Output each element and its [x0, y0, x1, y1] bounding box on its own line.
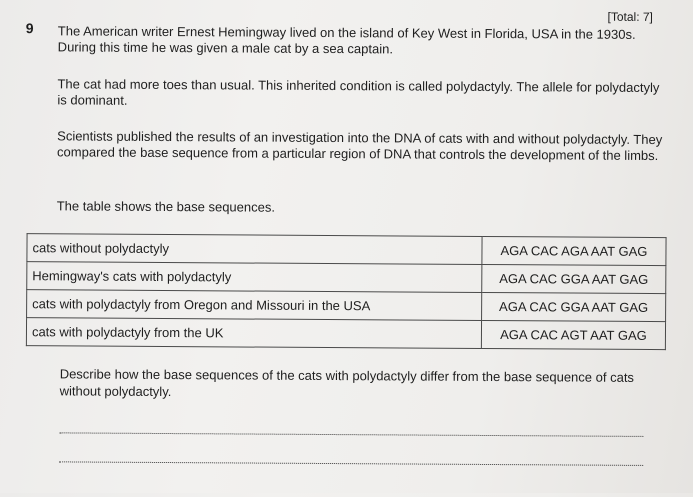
table-row	[27, 234, 666, 266]
paragraph-investigation: Scientists published the results of an investigation into the DNA of cats with and without polydactyly. They compared the base sequence from a particular region of DNA that controls the development of the limbs.	[57, 128, 663, 164]
total-marks: [Total: 7]	[607, 9, 653, 24]
base-sequence: AGA CAC GGA AAT GAG	[482, 264, 666, 293]
question-number: 9	[25, 20, 34, 37]
row-label: cats with polydactyly from the UK	[26, 318, 481, 349]
base-sequence-table	[26, 233, 667, 350]
row-label: cats with polydactyly from Oregon and Missouri in the USA	[27, 290, 482, 321]
base-sequence: AGA CAC AGA AAT GAG	[482, 236, 666, 265]
answer-line[interactable]	[59, 461, 643, 466]
base-sequence: AGA CAC AGT AAT GAG	[481, 320, 665, 349]
question-prompt: Describe how the base sequences of the cats with polydactyly differ from the base sequence of cats without polydactyly.	[59, 366, 635, 400]
table-row	[27, 262, 666, 294]
row-label: cats without polydactyly	[27, 234, 482, 265]
table-row	[26, 318, 665, 350]
row-label: Hemingway's cats with polydactyly	[27, 262, 482, 293]
answer-line[interactable]	[59, 432, 643, 437]
paragraph-hemingway: The American writer Ernest Hemingway lived on the island of Key West in Florida, USA in the 1930s. During this time he was given a male cat by a sea captain.	[57, 23, 636, 57]
paragraph-polydactyly: The cat had more toes than usual. This inherited condition is called polydactyly. The allele for polydactyly is dominant.	[57, 76, 660, 108]
base-sequence: AGA CAC GGA AAT GAG	[482, 292, 666, 321]
table-row	[27, 290, 666, 322]
paragraph-table-intro: The table shows the base sequences.	[56, 198, 276, 215]
